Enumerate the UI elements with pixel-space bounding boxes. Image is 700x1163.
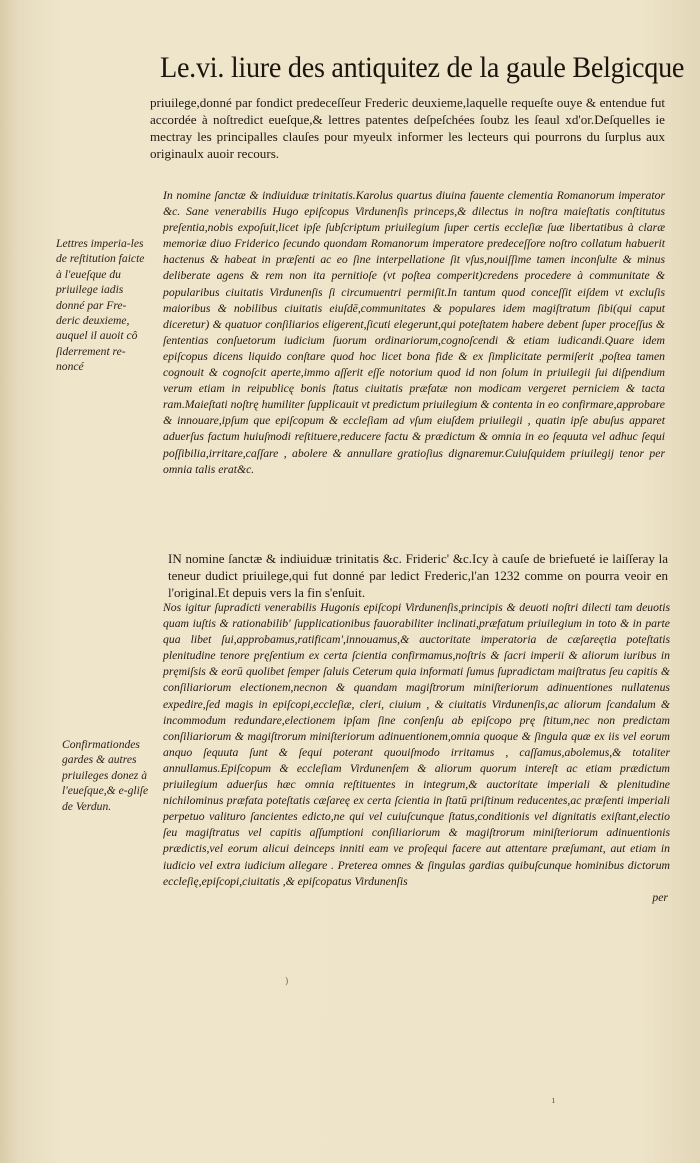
ink-mark: ı	[552, 1096, 555, 1106]
latin-charter-karolus: In nomine ſanctæ & indiuiduæ trinitatis.Karolus quartus diuina fauente clementia Romanorum imperator &c. Sane venerabilis Hugo epiſcopus Virdunenſis princeps,& dilectus in noſtra maieſtatis conſtitutus preſentia,nobis expoſuit,licet ipſe ſubſcriptum priuilegium ſuper certis eccleſiæ ſuæ libertatibus à claræ memoriæ diuo Friderico ſecundo quondam Romanorum imperatore predeceſſore noſtro collatum habuerit hactenus & habeat in præſenti ac eo ſine interpellatione ſit vſus,nouiſſime tamen inconſulte & minus deliberate agens & rem non ita pernitioſe (vt poſtea comperit)credens procedere à communitate & popularibus ciuitatis Virdunenſis ſi circumuentri permiſit.In tantum quod conceſſit eiſdem vt excluſis maioribus & nobilibus ciuitatis eiuſdē,communitates & populares idem magiſtratum ſibi(qui caput diceretur) & quatuor conſiliarios eligerent,ſicuti elegerunt,qui poteſtatem habere debent ſuper proceſſus & ſententias conſuetorum iudicium ſuorum ordinariorum,cognoſcendi & etiam iudicandi.Quare idem epiſcopus dicens liquido conſtare quod hoc licet bona fide & ex ſimplicitate permiſerit ,poſtea tamen cognouit & cognoſcit aperte,immo aſſerit eſſe notorium quod id non ſolum in priuilegii ſui diſpendium verum etiam in reipublicę bonis ſtatus ciuitatis præfatæ non modicam vergeret perniciem & tacta ram.Maieſtati noſtrę humiliter ſupplicauit vt predictum priuilegium & contenta in eo confirmare,approbare & innouare,ipſum que epiſcopum & eccleſiam ad vſum eiuſdem priuilegii , quatin ipſe abuſus apparet aduerſus factum huiuſmodi reſtituere,reducere factu & prædictum & omnia in eo ſequuta vel adhuc ſequi poſſibilia,irritare,caſſare , abolere & annullare gratioſius dignaremur.Cuiuſquidem priuilegij tenor per omnia talis erat&c.	[163, 189, 665, 476]
intro-text: priuilege,donné par fondict predeceſſeur Frederic deuxieme,laquelle requeſte ouye & entendue fut accordée à noſtredict eueſque,& lettres patentes deſpeſchées ſoubz les ſeaul xd'or.Deſquelles ie mectray les principalles clauſes pour myeulx informer les lecteurs qui pourrons du ſurplus aux originaulx auoir recours.	[150, 95, 665, 161]
latin-charter-text: Nos igitur ſupradicti venerabilis Hugonis epiſcopi Virdunenſis,principis & deuoti noſtri dilecti tam deuotis quam iuſtis & rationabilib' ſupplicationibus fauorabiliter inclinati,præfatum priuilegium in toto & in parte qua libet ſui,approbamus,ratificam',innouamus,& auctoritate imperatoria de cæſareętia poteſtatis plenitudine tenore pręſentium ex certa ſcientia confirmamus,noſtris & ſacri imperii & aliorum iuribus in pręmiſsis & eorū quolibet ſemper ſaluis Ceterum quia informati ſumus ſupradictam maiſtratus ſeu capitis & conſiliariorum electionem,necnon & quandam magiſtrorum miniſteriorum adinuentiones nullatenus expedire,ſed magis in epiſcopi,eccleſiæ, cleri, ciuium , & ciuitatis Virdunenſis,ac aliorum ſcandalum & incommodum redundare,electionem ipſam ſine conſenſu ab epiſcopo prę ſtitum,nec non predictam conſiliariorum & magiſtrorum miniſteriorum adinuentionem,omnia quoque & ſingula quæ ex iis vel eorum anquo ſequuta ſunt & ſequi poterant quouiſmodo irritamus , caſſamus,abolemus,& totaliter annullamus.Epiſcopum & eccleſiam Virdunenſem & aliorum quorum intereſt ac etiam prædictum priuilegium aduerſus hæc omnia reſtituentes in integrum,& auctoritate imperiali & plenitudine nichilominus præfata poteſtatis cæſareę ex certa ſcientia in ſtatū priſtinum reducentes,ac præſenti imperiali perpetuo valituro ſancientes edicto,ne qui vel cuiuſcunque ſtatus,conditionis vel dignitatis exiſtant,electio ſeu magiſtratus vel capitis aſſumptioni conſiliariorum & magiſtrorum miniſteriorum adinuentionis prædictis,vel eorum alicui deinceps inniti eam ve proſequi facere aut attentare præſumant, aut etiam in iudicio vel extra iudicium allegare . Preterea omnes & ſingulas gardias quibuſcunque hominibus dictorum eccleſię,epiſcopi,ciuitatis ,& epiſcopatus Virdunenſis	[163, 601, 670, 888]
french-paragraph-frideric: IN nomine ſanctæ & indiuiduæ trinitatis &c. Frideric' &c.Icy à cauſe de briefueté ie laiſſeray la teneur dudict priuilege,qui fut donné par ledict Frederic,l'an 1232 comme on pourra veoir en l'original.Et depuis vers la fin s'enſuit.	[168, 551, 668, 600]
margin-note-restitution: Lettres imperia-les de reſtitution faicte à l'eueſque du priuilege iadis donné par Fre-deric deuxieme, auquel il auoit cô ſiderrement re-noncé	[56, 237, 145, 374]
catchword: per	[652, 890, 668, 904]
latin-charter-nos-igitur	[163, 600, 670, 906]
running-title: Le.vi. liure des antiquitez de la gaule Belgicque	[160, 51, 685, 84]
ink-mark: )	[285, 977, 289, 987]
intro-paragraph	[150, 94, 665, 162]
margin-note-confirmation: Confirmationdes gardes & autres priuileges donez à l'eueſque,& e-gliſe de Verdun.	[62, 738, 149, 813]
